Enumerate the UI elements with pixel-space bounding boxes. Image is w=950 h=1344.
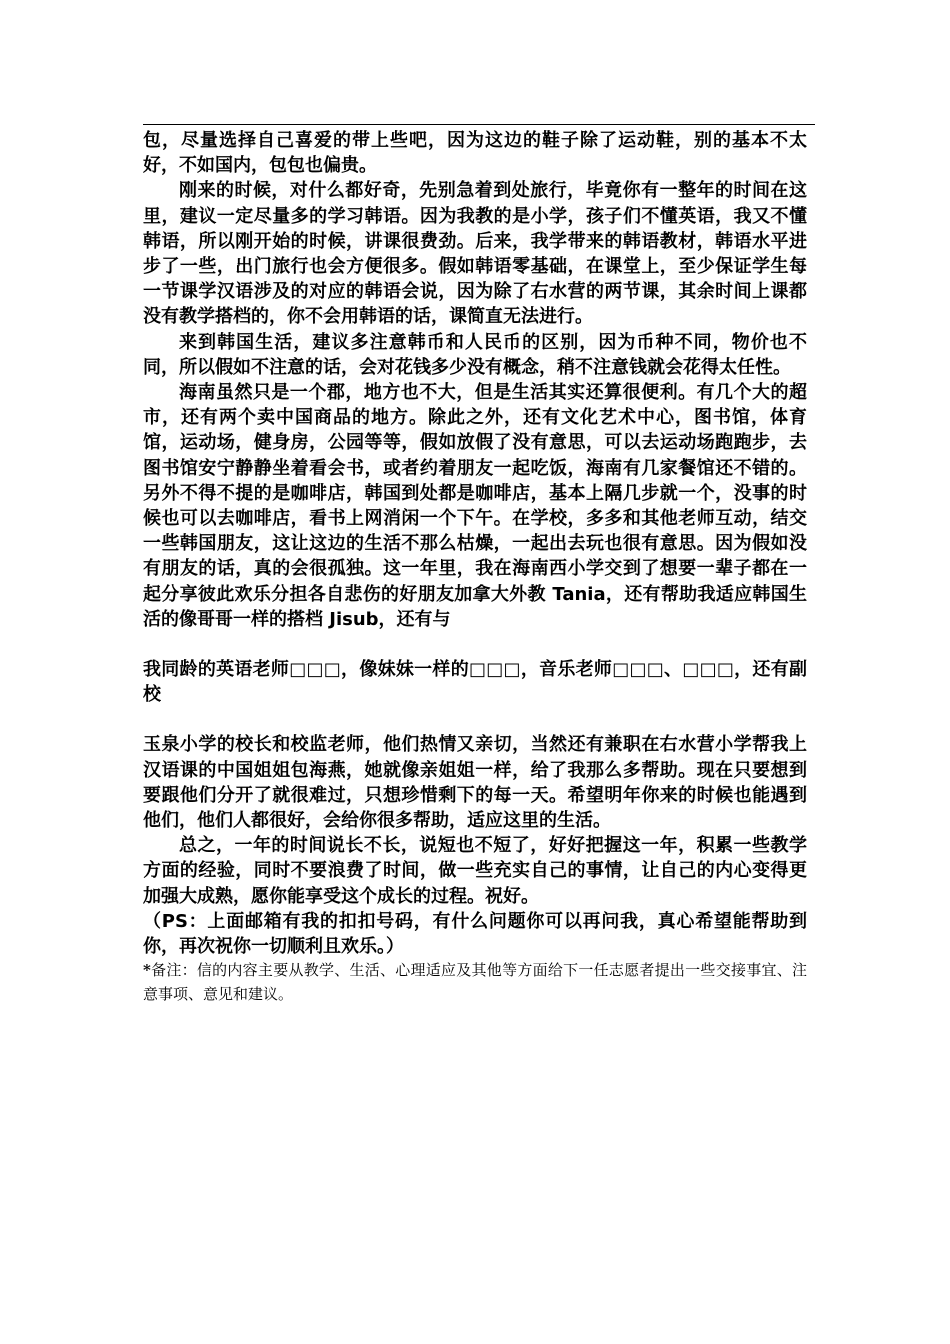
line-gap: [143, 632, 807, 657]
paragraph-colleagues-line: 我同龄的英语老师□□□，像妹妹一样的□□□，音乐老师□□□、□□□，还有副校: [143, 659, 807, 706]
header-rule: [143, 124, 815, 125]
line-gap: [143, 707, 807, 732]
footnote: [143, 959, 807, 1006]
paragraph-learn-korean: 刚来的时候，对什么都好奇，先别急着到处旅行，毕竟你有一整年的时间在这里，建议一定尽量多的学习韩语。因为我教的是小学，孩子们不懂英语，我又不懂韩语，所以刚开始的时候，讲课很费劲。后来，我学带来的韩语教材，韩语水平进步了一些，出门旅行也会方便很多。假如韩语零基础，在课堂上，至少保证学生每一节课学汉语涉及的对应的韩语会说，因为除了右水营的两节课，其余时间上课都没有教学搭档的，你不会用韩语的话，课简直无法进行。: [143, 180, 807, 328]
footnote-text: 备注：信的内容主要从教学、生活、心理适应及其他等方面给下一任志愿者提出一些交接事宜、注意事项、意见和建议。: [143, 961, 807, 1003]
letter-body: [143, 128, 807, 1006]
paragraph-currency: 来到韩国生活，建议多注意韩币和人民币的区别，因为币种不同，物价也不同，所以假如不注意的话，会对花钱多少没有概念，稍不注意钱就会花得太任性。: [143, 331, 807, 378]
paragraph-school-friends: 玉泉小学的校长和校监老师，他们热情又亲切，当然还有兼职在右水营小学帮我上汉语课的中国姐姐包海燕，她就像亲姐姐一样，给了我那么多帮助。现在只要想到要跟他们分开了就很难过，只想珍惜剩下的每一天。希望明年你来的时候也能遇到他们，他们人都很好，会给你很多帮助，适应这里的生活。: [143, 734, 807, 832]
postscript: （PS：上面邮箱有我的扣扣号码，有什么问题你可以再问我，真心希望能帮助到你，再次祝你一切顺利且欢乐。）: [143, 910, 807, 958]
paragraph-bags: 包，尽量选择自己喜爱的带上些吧，因为这边的鞋子除了运动鞋，别的基本不太好，不如国内，包包也偏贵。: [143, 130, 807, 177]
paragraph-life-haenam: 海南虽然只是一个郡，地方也不大，但是生活其实还算很便利。有几个大的超市，还有两个卖中国商品的地方。除此之外，还有文化艺术中心，图书馆，体育馆，运动场，健身房，公园等等，假如放假了没有意思，可以去运动场跑跑步，去图书馆安宁静静坐着看会书，或者约着朋友一起吃饭，海南有几家餐馆还不错的。另外不得不提的是咖啡店，韩国到处都是咖啡店，基本上隔几步就一个，没事的时候也可以去咖啡店，看书上网消闲一个下午。在学校，多多和其他老师互动，结交一些韩国朋友，这让这边的生活不那么枯燥，一起出去玩也很有意思。因为假如没有朋友的话，真的会很孤独。这一年里，我在海南西小学交到了想要一辈子都在一起分享彼此欢乐分担各自悲伤的好朋友加拿大外教 Tania，还有帮助我适应韩国生活的像哥哥一样的搭档 Jisub，还有与: [143, 382, 807, 630]
paragraph-closing: 总之，一年的时间说长不长，说短也不短了，好好把握这一年，积累一些教学方面的经验，同时不要浪费了时间，做一些充实自己的事情，让自己的内心变得更加强大成熟，愿你能享受这个成长的过程。祝好。: [143, 835, 807, 907]
footnote-mark: *: [143, 961, 151, 980]
